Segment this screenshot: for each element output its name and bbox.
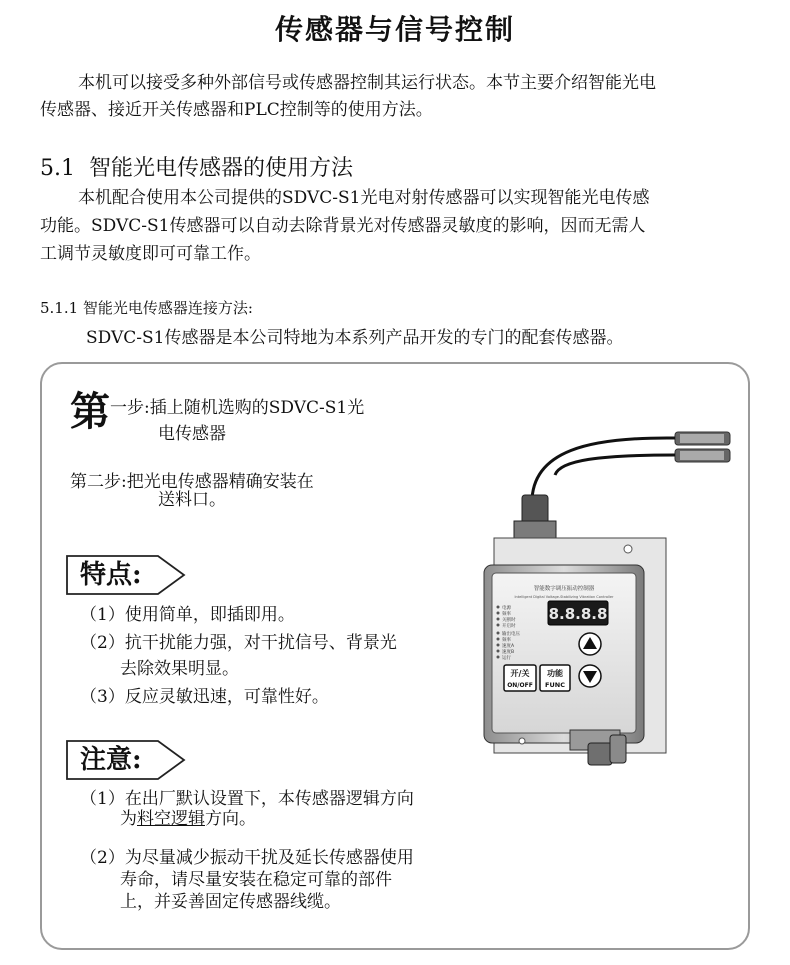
section-para-line-1: 本机配合使用本公司提供的SDVC-S1光电对射传感器可以实现智能光电传感 xyxy=(78,188,650,208)
feature-item-2: （2）抗干扰能力强，对干扰信号、背景光 xyxy=(80,633,397,653)
indicator-power: 电源 xyxy=(502,606,511,611)
note-1-line-1: （1）在出厂默认设置下，本传感器逻辑方向 xyxy=(80,789,414,809)
notes-label: 注意: xyxy=(80,745,142,775)
page-title: 传感器与信号控制 xyxy=(274,13,515,46)
feature-item-1: （1）使用简单，即插即用。 xyxy=(80,605,295,625)
note-1-prefix: 为 xyxy=(120,809,137,829)
section-number: 5.1 xyxy=(40,156,75,181)
step2-line-1: 第二步:把光电传感器精确安装在 xyxy=(70,472,314,492)
section-title: 智能光电传感器的使用方法 xyxy=(89,156,354,181)
device-header: 智能数字调压振动控制器 xyxy=(533,586,595,592)
led-digits: 8.8.8.8 xyxy=(548,605,608,623)
intro-line-2: 传感器、接近开关传感器和PLC控制等的使用方法。 xyxy=(40,100,433,120)
on-off-label-en: ON/OFF xyxy=(507,682,533,689)
intro-line-1: 本机可以接受多种外部信号或传感器控制其运行状态。本节主要介绍智能光电 xyxy=(78,73,656,93)
feature-item-3: （3）反应灵敏迅速，可靠性好。 xyxy=(80,687,329,707)
note-1-line-2 xyxy=(120,806,256,832)
step1-line-2: 电传感器 xyxy=(158,424,226,444)
sensor-heads xyxy=(675,432,730,462)
indicator-run: 运行 xyxy=(502,656,511,661)
indicator-off-time: 关断时 xyxy=(502,618,516,623)
subsection-text: SDVC-S1传感器是本公司特地为本系列产品开发的专门的配套传感器。 xyxy=(86,328,624,348)
on-off-label-cn: 开/关 xyxy=(510,668,530,678)
note-1-suffix: 方向。 xyxy=(205,809,256,829)
features-label: 特点: xyxy=(80,560,142,590)
section-para-line-2: 功能。SDVC-S1传感器可以自动去除背景光对传感器灵敏度的影响，因而无需人 xyxy=(40,216,646,236)
indicator-output-voltage: 输出电压 xyxy=(502,632,520,637)
step1-big-char: 第 xyxy=(70,388,110,435)
indicator-speed-a: 速度A xyxy=(502,644,515,649)
func-label-cn: 功能 xyxy=(547,668,563,678)
indicator-frequency-2: 频率 xyxy=(502,638,511,643)
feature-item-2-cont: 去除效果明显。 xyxy=(120,659,239,679)
section-heading xyxy=(40,151,353,182)
device-subheader: Intelligent Digital Voltage-Stabilizing Vibration Controller xyxy=(514,595,614,599)
indicator-speed-b: 速度B xyxy=(502,650,515,655)
step2-line-2: 送料口。 xyxy=(158,490,226,510)
note-2-line-3: 上，并妥善固定传感器线缆。 xyxy=(120,892,341,912)
indicator-on-time: 开启时 xyxy=(502,624,516,629)
subsection-heading: 5.1.1 智能光电传感器连接方法: xyxy=(40,299,253,317)
note-1-emphasis: 料空逻辑 xyxy=(137,809,205,829)
note-2-line-2: 寿命，请尽量安装在稳定可靠的部件 xyxy=(120,870,392,890)
section-para-line-3: 工调节灵敏度即可可靠工作。 xyxy=(40,244,261,264)
step1-line-1: 一步:插上随机选购的SDVC-S1光 xyxy=(110,398,365,418)
indicator-frequency: 频率 xyxy=(502,612,511,617)
func-label-en: FUNC xyxy=(545,681,565,689)
note-2-line-1: （2）为尽量减少振动干扰及延长传感器使用 xyxy=(80,848,414,868)
controller-illustration xyxy=(470,425,750,775)
